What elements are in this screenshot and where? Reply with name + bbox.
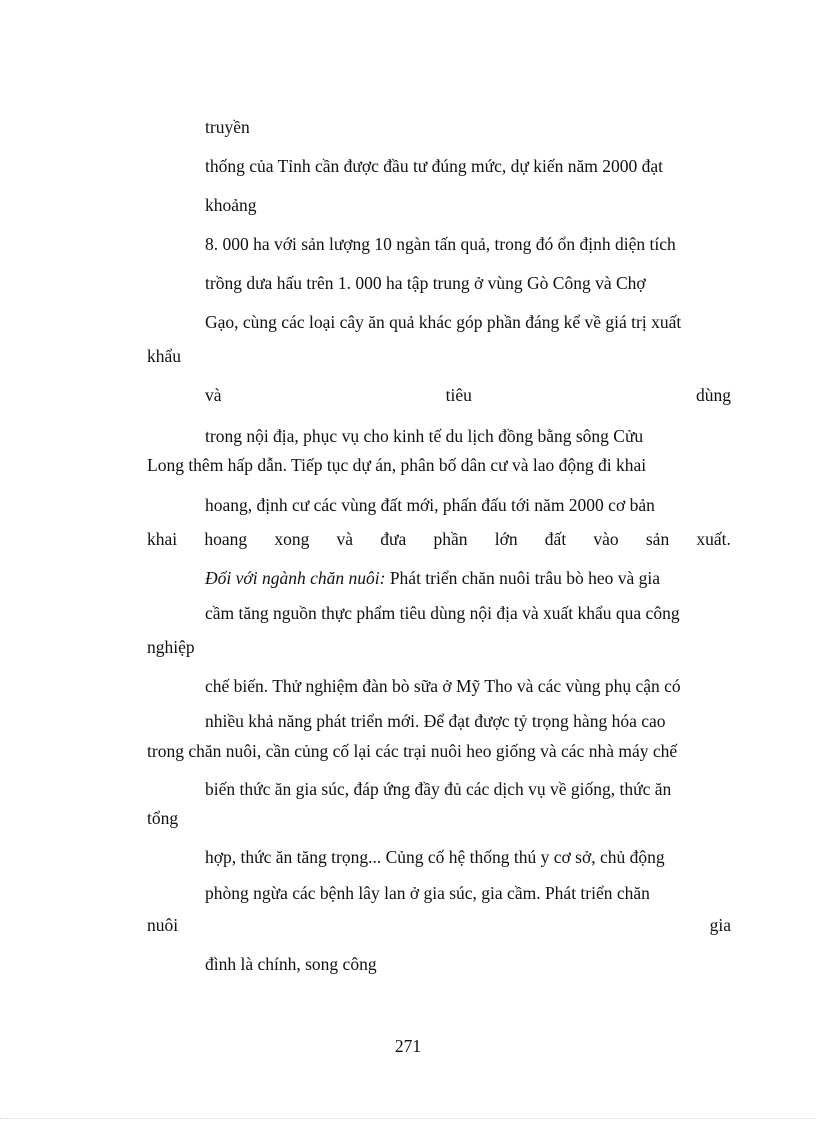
text-line: truyền xyxy=(205,117,250,137)
word: khai xyxy=(147,529,178,549)
word: nuôi xyxy=(147,915,179,935)
text-line: nhiều khả năng phát triển mới. Để đạt được tỷ trọng hàng hóa cao xyxy=(205,711,666,731)
word: sản xyxy=(645,529,670,549)
text-line: hoang, định cư các vùng đất mới, phấn đấu tới năm 2000 cơ bản xyxy=(205,495,655,515)
word: và xyxy=(336,529,354,549)
text-line: biến thức ăn gia súc, đáp ứng đầy đủ các dịch vụ về giống, thức ăn xyxy=(205,779,672,799)
text-line: đình là chính, song công xyxy=(205,954,377,974)
word: vào xyxy=(593,529,619,549)
text-line: chế biến. Thử nghiệm đàn bò sữa ở Mỹ Tho và các vùng phụ cận có xyxy=(205,676,681,696)
text-line: Gạo, cùng các loại cây ăn quả khác góp phần đáng kể về giá trị xuất xyxy=(205,312,682,332)
text-line-justified xyxy=(205,384,731,406)
word: gia xyxy=(709,915,731,935)
text-line: 8. 000 ha với sản lượng 10 ngàn tấn quả, trong đó ổn định diện tích xyxy=(205,234,676,254)
text-line: thống của Tỉnh cần được đầu tư đúng mức, dự kiến năm 2000 đạt xyxy=(205,156,664,176)
word: xuất. xyxy=(696,529,731,549)
word: tiêu xyxy=(445,385,472,405)
word: dùng xyxy=(696,385,731,405)
word: lớn xyxy=(494,529,518,549)
word: đưa xyxy=(380,529,407,549)
section-heading: Đối với ngành chăn nuôi: xyxy=(205,568,386,588)
text-line: cầm tăng nguồn thực phẩm tiêu dùng nội địa và xuất khẩu qua công xyxy=(205,603,680,623)
text-line: trồng dưa hấu trên 1. 000 ha tập trung ở vùng Gò Công và Chợ xyxy=(205,273,646,293)
word: phần xyxy=(433,529,468,549)
text-line: khẩu xyxy=(147,346,182,366)
word: và xyxy=(205,385,222,405)
page-bottom-rule xyxy=(0,1118,816,1119)
page-number: 271 xyxy=(394,1036,422,1056)
text-line-justified xyxy=(147,914,731,936)
text-line: khoảng xyxy=(205,195,257,215)
text-line xyxy=(205,567,660,589)
text-line: phòng ngừa các bệnh lây lan ở gia súc, gia cầm. Phát triển chăn xyxy=(205,883,650,903)
word: đất xyxy=(544,529,567,549)
text-line: trong nội địa, phục vụ cho kinh tế du lịch đồng bằng sông Cửu xyxy=(205,426,644,446)
text-line: nghiệp xyxy=(147,637,195,657)
section-text: Phát triển chăn nuôi trâu bò heo và gia xyxy=(385,568,661,588)
word: hoang xyxy=(204,529,248,549)
text-line: Long thêm hấp dẫn. Tiếp tục dự án, phân bố dân cư và lao động đi khai xyxy=(147,455,647,475)
text-line-justified xyxy=(147,528,731,550)
text-line: tổng xyxy=(147,808,179,828)
text-line: trong chăn nuôi, cần củng cố lại các trại nuôi heo giống và các nhà máy chế xyxy=(147,741,678,761)
text-line: hợp, thức ăn tăng trọng... Củng cố hệ thống thú y cơ sở, chủ động xyxy=(205,847,665,867)
word: xong xyxy=(274,529,310,549)
